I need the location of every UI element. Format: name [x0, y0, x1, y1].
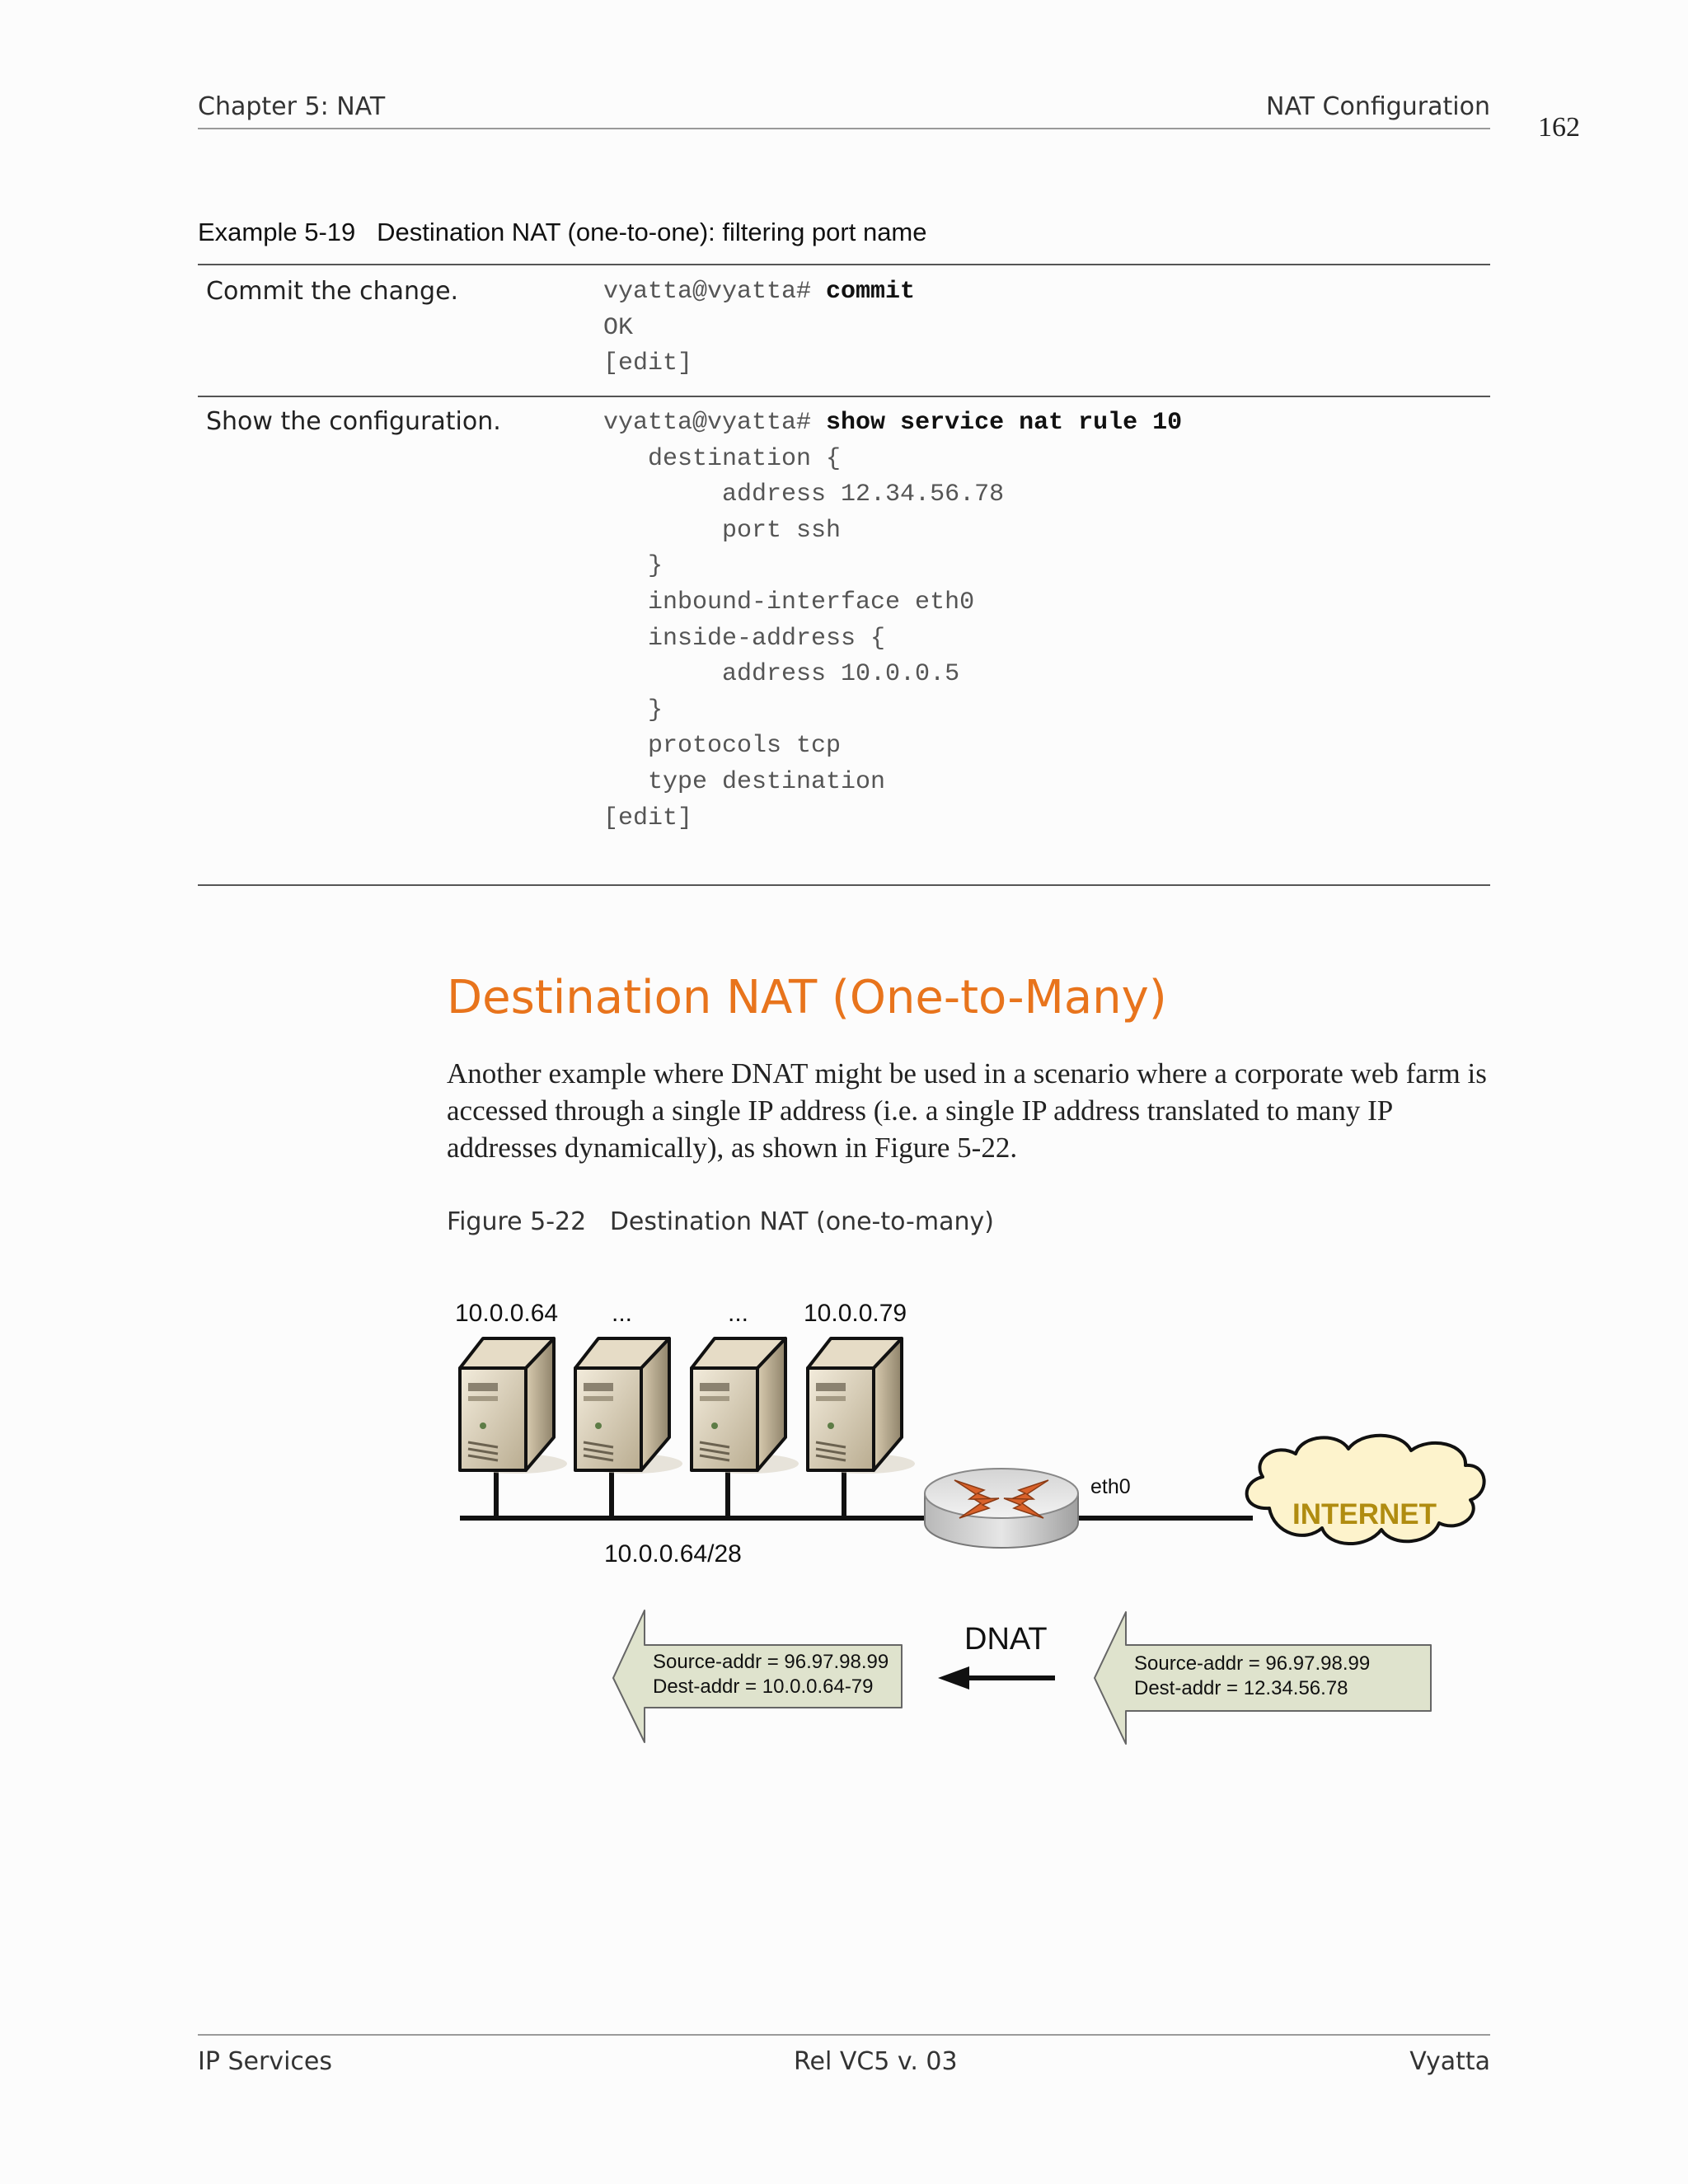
- page-number: 162: [1538, 112, 1580, 143]
- dnat-arrow-icon: [938, 1666, 1055, 1690]
- code-block-show: vyatta@vyatta# show service nat rule 10 destination { address 12.34.56.78 port ssh } inbound-interface eth0 inside-address { address 10.0.0.5 } protocols tcp type destination [edit]: [603, 409, 1183, 832]
- body-line-3: addresses dynamically), as shown in Figure 5-22.: [447, 1132, 1018, 1164]
- server-1-icon: [460, 1338, 567, 1474]
- server-label-last: 10.0.0.79: [804, 1300, 907, 1327]
- right-box-dest: Dest-addr = 12.34.56.78: [1134, 1677, 1348, 1699]
- server-label-ellipsis-1: ...: [612, 1300, 633, 1327]
- interface-label: eth0: [1090, 1475, 1131, 1498]
- left-box-source: Source-addr = 96.97.98.99: [653, 1651, 889, 1673]
- footer-right: Vyatta: [1409, 2047, 1490, 2076]
- left-box-text: [653, 1650, 889, 1699]
- section-title: Destination NAT (One-to-Many): [447, 971, 1167, 1024]
- right-box-source: Source-addr = 96.97.98.99: [1134, 1652, 1371, 1675]
- left-box-dest: Dest-addr = 10.0.0.64-79: [653, 1675, 874, 1698]
- row-1-description: Commit the change.: [206, 277, 459, 306]
- example-title: Example 5-19 Destination NAT (one-to-one): filtering port name: [198, 218, 927, 246]
- dnat-label: DNAT: [964, 1622, 1048, 1657]
- body-line-2: accessed through a single IP address (i.e. a single IP address translated to many IP: [447, 1094, 1394, 1127]
- show-command: show service nat rule 10: [826, 409, 1183, 437]
- section-header: NAT Configuration: [1266, 92, 1490, 121]
- chapter-header: Chapter 5: NAT: [198, 92, 386, 121]
- server-4-icon: [808, 1338, 915, 1474]
- footer-left: IP Services: [198, 2047, 332, 2076]
- server-2-icon: [575, 1338, 682, 1474]
- commit-command: commit: [826, 278, 916, 306]
- footer-center: Rel VC5 v. 03: [794, 2047, 958, 2076]
- server-label-first: 10.0.0.64: [455, 1300, 559, 1327]
- figure-caption: Figure 5-22 Destination NAT (one-to-many): [447, 1207, 994, 1236]
- server-label-ellipsis-2: ...: [728, 1300, 749, 1327]
- footer-rule: [198, 2034, 1490, 2036]
- router-icon: [925, 1469, 1078, 1548]
- internet-label: INTERNET: [1292, 1498, 1437, 1530]
- body-line-1: Another example where DNAT might be used in a scenario where a corporate web farm is: [447, 1057, 1487, 1090]
- subnet-label: 10.0.0.64/28: [604, 1540, 742, 1568]
- row-2-description: Show the configuration.: [206, 407, 501, 436]
- server-3-icon: [692, 1338, 799, 1474]
- right-box-text: [1134, 1652, 1370, 1701]
- code-block-commit: vyatta@vyatta# commit OK [edit]: [603, 278, 916, 378]
